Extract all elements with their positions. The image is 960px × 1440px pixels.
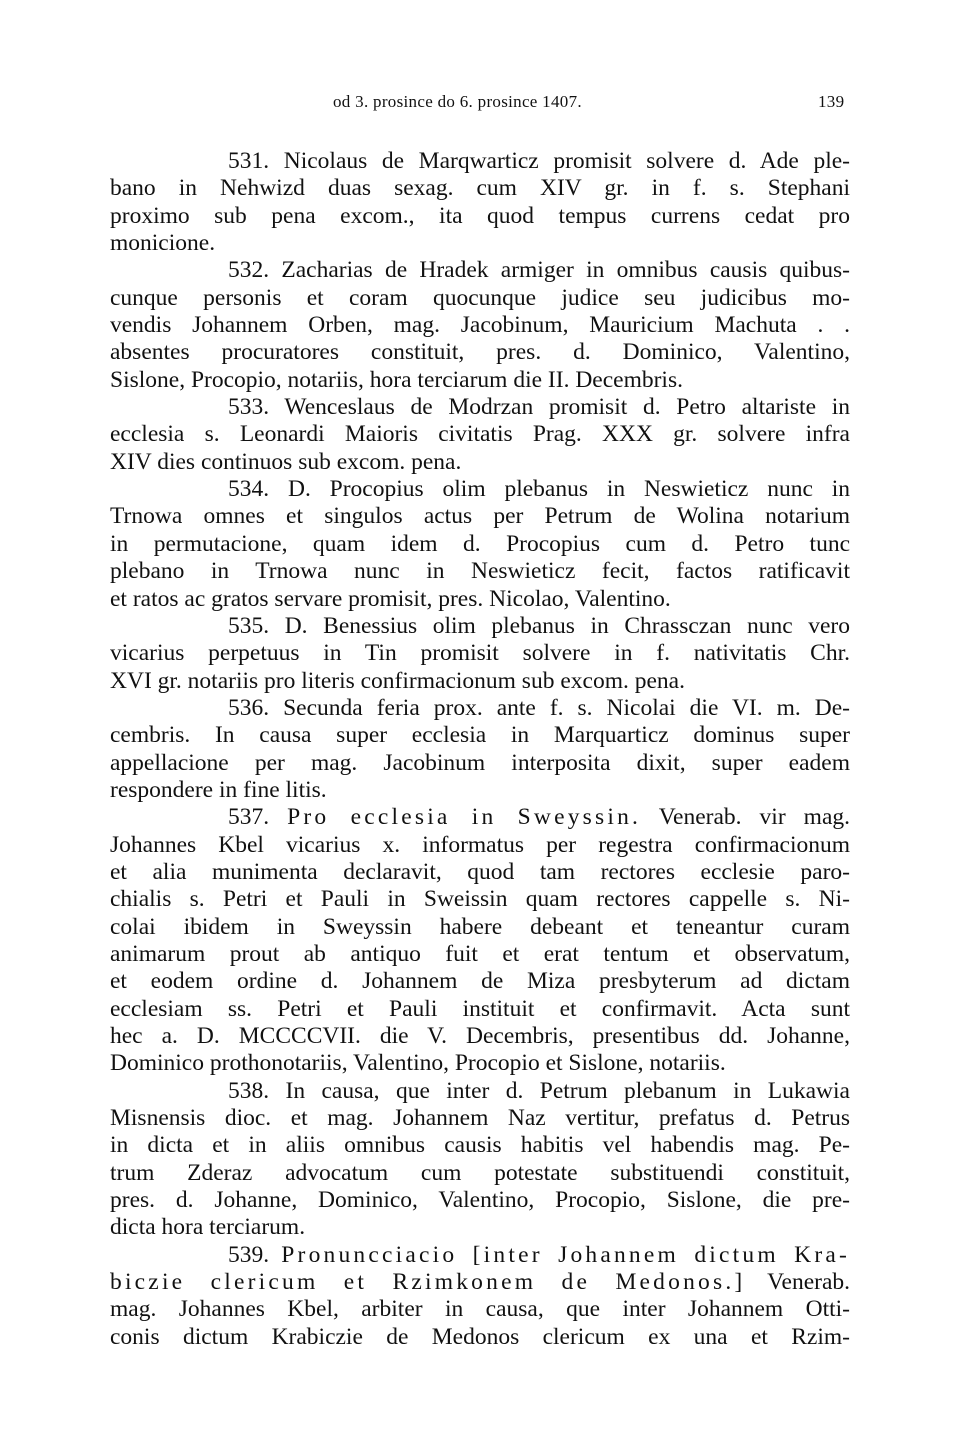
text-line: in dicta et in aliis omnibus causis habitis vel habendis mag. Pe- — [110, 1132, 850, 1159]
text-line: Trnowa omnes et singulos actus per Petrum de Wolina notarium — [110, 503, 850, 530]
text-line: cembris. In causa super ecclesia in Marquarticz dominus super — [110, 722, 850, 749]
text-line: in permutacione, quam idem d. Procopius cum d. Petro tunc — [110, 530, 850, 557]
text-line: 533. Wenceslaus de Modrzan promisit d. Petro altariste in — [228, 394, 850, 421]
text-line: Sislone, Procopio, notariis, hora terciarum die II. Decembris. — [110, 366, 683, 393]
text-line: Misnensis dioc. et mag. Johannem Naz vertitur, prefatus d. Petrus — [110, 1105, 850, 1132]
text-line: animarum prout ab antiquo fuit et erat tentum et observatum, — [110, 940, 850, 967]
text-segment: 539. — [228, 1241, 282, 1268]
text-line: trum Zderaz advocatum cum potestate substituendi constituit, — [110, 1159, 850, 1186]
text-line: 536. Secunda feria prox. ante f. s. Nicolai die VI. m. De- — [228, 694, 850, 721]
text-line: et ratos ac gratos servare promisit, pres. Nicolao, Valentino. — [110, 585, 671, 612]
running-title: od 3. prosince do 6. prosince 1407. — [333, 92, 582, 111]
text-line: 532. Zacharias de Hradek armiger in omnibus causis quibus- — [228, 257, 850, 284]
text-line: ecclesiam ss. Petri et Pauli instituit et confirmavit. Acta sunt — [110, 995, 850, 1022]
text-line: 535. D. Benessius olim plebanus in Chrassczan nunc vero — [228, 612, 850, 639]
text-line: monicione. — [110, 230, 216, 257]
text-line: absentes procuratores constituit, pres. d. Dominico, Valentino, — [110, 339, 850, 366]
text-line: cunque personis et coram quocunque judice seu judicibus mo- — [110, 284, 850, 311]
text-line: et alia munimenta declaravit, quod tam rectores ecclesie paro- — [110, 858, 850, 885]
text-line: XIV dies continuos sub excom. pena. — [110, 448, 462, 475]
text-line: 538. In causa, que inter d. Petrum plebanum in Lukawia — [228, 1077, 850, 1104]
spaced-heading: Pro ecclesia in Sweyssin. — [287, 804, 642, 831]
text-body — [110, 148, 850, 1351]
text-segment: 537. — [228, 804, 288, 831]
text-line: et eodem ordine d. Johannem de Miza presbyterum ad dictam — [110, 968, 850, 995]
text-line: Johannes Kbel vicarius x. informatus per regestra confirmacionum — [110, 831, 850, 858]
text-segment: Venerab. vir mag. — [641, 804, 851, 831]
text-line: vendis Johannem Orben, mag. Jacobinum, Mauricium Machuta . . — [110, 312, 850, 339]
running-header — [0, 92, 960, 116]
text-line: ecclesia s. Leonardi Maioris civitatis Prag. XXX gr. solvere infra — [110, 421, 850, 448]
text-line: pres. d. Johanne, Dominico, Valentino, Procopio, Sislone, die pre- — [110, 1187, 850, 1214]
text-line: 531. Nicolaus de Marqwarticz promisit solvere d. Ade ple- — [228, 148, 850, 174]
text-line: mag. Johannes Kbel, arbiter in causa, que inter Johannem Otti- — [110, 1296, 850, 1323]
text-line: XVI gr. notariis pro literis confirmacionum sub excom. pena. — [110, 667, 685, 694]
text-line — [110, 1269, 850, 1296]
text-line: chialis s. Petri et Pauli in Sweissin quam rectores cappelle s. Ni- — [110, 886, 850, 913]
text-line — [110, 804, 850, 831]
text-line — [110, 1242, 850, 1269]
text-line: vicarius perpetuus in Tin promisit solvere in f. nativitatis Chr. — [110, 640, 850, 667]
text-line: conis dictum Krabiczie de Medonos clericum ex una et Rzim- — [110, 1323, 850, 1350]
text-line: proximo sub pena excom., ita quod tempus currens cedat pro — [110, 202, 850, 229]
text-line: bano in Nehwizd duas sexag. cum XIV gr. in f. s. Stephani — [110, 175, 850, 202]
text-line: Dominico prothonotariis, Valentino, Procopio et Sislone, notariis. — [110, 1050, 726, 1077]
text-line: respondere in fine litis. — [110, 776, 327, 803]
text-segment: Venerab. — [745, 1269, 851, 1296]
text-line: colai ibidem in Sweyssin habere debeant et teneantur curam — [110, 913, 850, 940]
text-line: dicta hora terciarum. — [110, 1214, 306, 1241]
text-line: plebano in Trnowa nunc in Neswieticz fecit, factos ratificavit — [110, 558, 850, 585]
page-number: 139 — [818, 92, 845, 111]
text-line: appellacione per mag. Jacobinum interposita dixit, super eadem — [110, 749, 850, 776]
text-line: 534. D. Procopius olim plebanus in Neswieticz nunc in — [228, 476, 850, 503]
spaced-heading: Pronuncciacio [inter Johannem dictum Kra- — [281, 1241, 851, 1268]
spaced-heading: biczie clericum et Rzimkonem de Medonos.] — [110, 1269, 746, 1296]
text-line: hec a. D. MCCCCVII. die V. Decembris, presentibus dd. Johanne, — [110, 1023, 850, 1049]
